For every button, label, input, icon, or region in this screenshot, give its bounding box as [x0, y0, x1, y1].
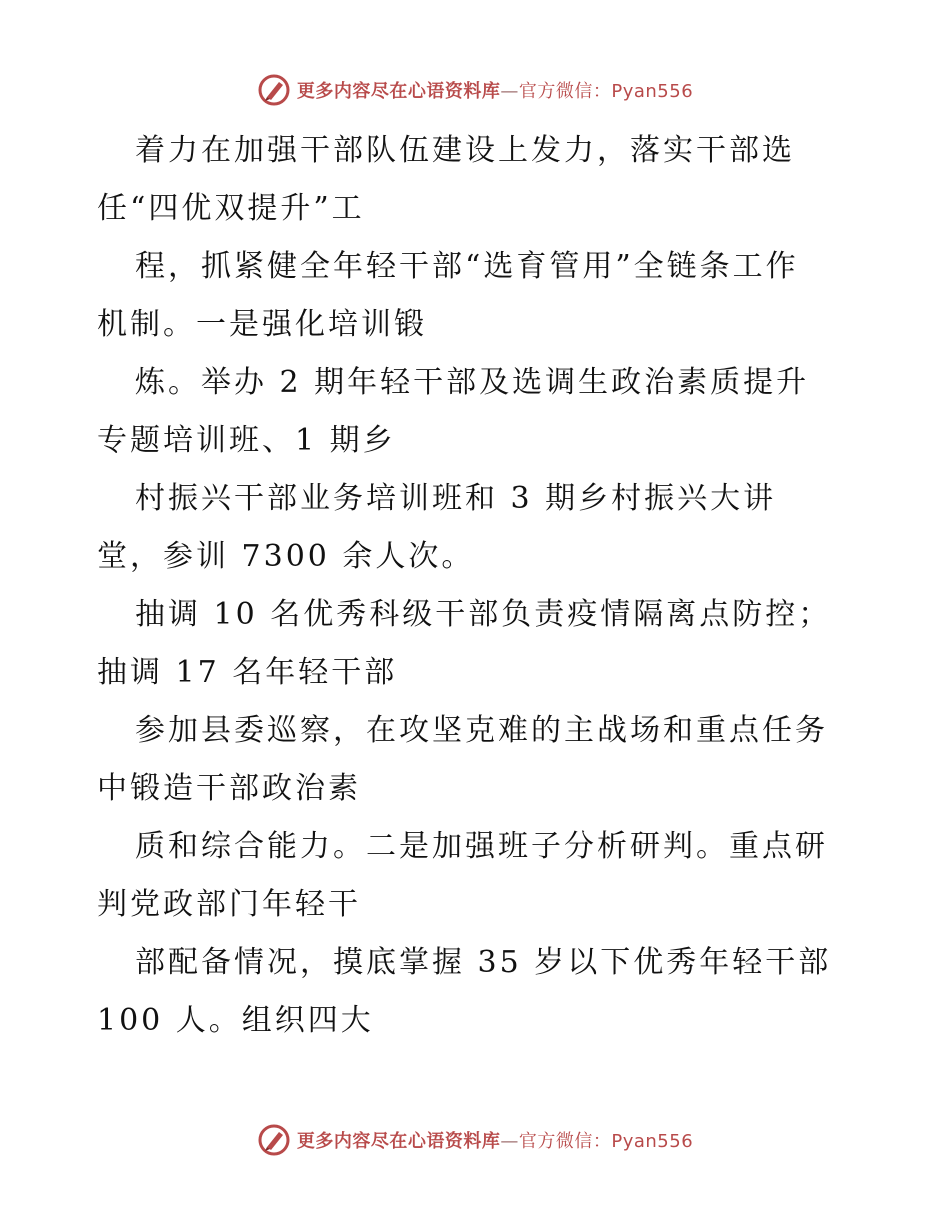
paragraph-line: 着力在加强干部队伍建设上发力，落实干部选 [135, 133, 795, 168]
paragraph-line: 抽调 10 名优秀科级干部负责疫情隔离点防控； [135, 597, 832, 632]
body-paragraph [97, 470, 857, 586]
header-watermark [0, 70, 950, 110]
paragraph-line: 任“四优双提升”工 [97, 191, 365, 226]
body-paragraph [97, 818, 857, 934]
watermark-separator: — [500, 81, 519, 102]
watermark-suffix: 官方微信：Pyan556 [518, 81, 694, 102]
watermark-brand: 更多内容尽在心语资料库 [296, 1131, 501, 1152]
footer-watermark [0, 1120, 950, 1160]
body-paragraph [97, 934, 857, 1050]
paragraph-line: 村振兴干部业务培训班和 3 期乡村振兴大讲 [135, 481, 777, 516]
body-paragraph [97, 586, 857, 702]
paragraph-line: 参加县委巡察，在攻坚克难的主战场和重点任务 [135, 713, 828, 748]
paragraph-line: 炼。举办 2 期年轻干部及选调生政治素质提升 [135, 365, 810, 400]
paragraph-line: 质和综合能力。二是加强班子分析研判。重点研 [135, 829, 828, 864]
paragraph-line: 部配备情况，摸底掌握 35 岁以下优秀年轻干部 [135, 945, 832, 980]
watermark-brand: 更多内容尽在心语资料库 [296, 81, 501, 102]
body-paragraph [97, 354, 857, 470]
watermark-separator: — [500, 1131, 519, 1152]
pen-nib-logo-icon [257, 1123, 291, 1157]
paragraph-line: 专题培训班、1 期乡 [97, 423, 396, 458]
paragraph-line: 判党政部门年轻干 [97, 887, 361, 922]
watermark-text [297, 77, 693, 103]
paragraph-line: 堂，参训 7300 余人次。 [97, 539, 475, 574]
watermark-text [297, 1127, 693, 1153]
paragraph-line: 100 人。组织四大 [97, 1003, 374, 1038]
pen-nib-logo-icon [257, 73, 291, 107]
paragraph-line: 抽调 17 名年轻干部 [97, 655, 398, 690]
watermark-suffix: 官方微信：Pyan556 [518, 1131, 694, 1152]
document-body [97, 122, 857, 1050]
body-paragraph [97, 702, 857, 818]
paragraph-line: 程，抓紧健全年轻干部“选育管用”全链条工作 [135, 249, 799, 284]
paragraph-line: 机制。一是强化培训锻 [97, 307, 427, 342]
body-paragraph [97, 122, 857, 238]
body-paragraph [97, 238, 857, 354]
paragraph-line: 中锻造干部政治素 [97, 771, 361, 806]
